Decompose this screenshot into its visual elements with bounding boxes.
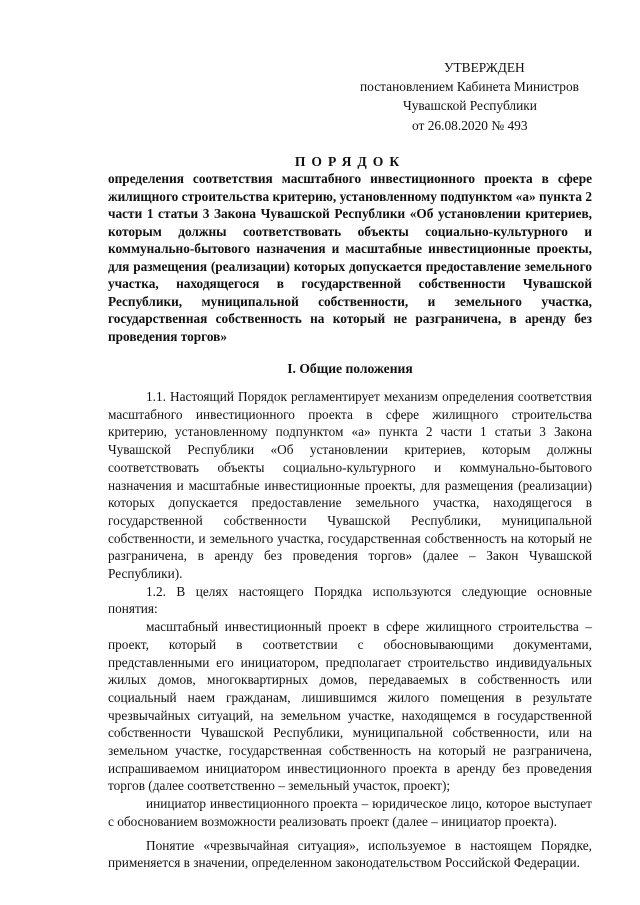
approval-date-number: от 26.08.2020 № 493 — [412, 117, 528, 133]
approval-stamp — [360, 58, 610, 135]
approval-heading: УТВЕРЖДЕН — [444, 60, 525, 75]
document-subtitle: определения соответствия масштабного инвестиционного проекта в сфере жилищного строительства критерию, установленному подпунктом «а» пункта 2 части 1 статьи 3 Закона Чувашской Республики «Об установлении критериев, которым должны соответствовать объекты социально-культурного и коммунально-бытового назначения и масштабные инвестиционные проекты, для размещения (реализации) которых допускается предоставление земельного участка, находящегося в государственной собственности Чувашской Республики, муниципальной собственности, и земельного участка, государственная собственность на который не разграничена, в аренду без проведения торгов» — [108, 171, 592, 344]
definition-emergency: Понятие «чрезвычайная ситуация», используемое в настоящем Порядке, применяется в значении, определенном законодательством Российской Федерации. — [108, 837, 592, 871]
approval-republic: Чувашской Республики — [403, 98, 537, 114]
definition-project: масштабный инвестиционный проект в сфере жилищного строительства – проект, который в соответствии с обосновывающими документами, представленными его инициатором, предполагает строительство индивидуальных жилых домов, многоквартирных домов, передаваемых в собственность или социальный наем гражданам, лишившимся жилого помещения в результате чрезвычайных ситуаций, на земельном участке, находящемся в государственной собственности Чувашской Республики, муниципальной собственности, или на земельном участке, государственная собственность на который не разграничена, испрашиваемом инициатором инвестиционного проекта в аренду без проведения торгов (далее соответственно – земельный участок, проект); — [108, 619, 592, 794]
definition-initiator: инициатор инвестиционного проекта – юридическое лицо, которое выступает с обоснованием возможности реализовать проект (далее – инициатор проекта). — [108, 796, 592, 829]
paragraph-1-2: 1.2. В целях настоящего Порядка используются следующие основные понятия: — [108, 583, 592, 617]
document-title: ПОРЯДОК — [294, 154, 406, 169]
approval-authority: постановлением Кабинета Министров — [360, 79, 579, 95]
section-body — [108, 388, 592, 872]
paragraph-1-1: 1.1. Настоящий Порядок регламентирует механизм определения соответствия масштабного инвестиционного проекта в сфере жилищного строительства критерию, установленному подпунктом «а» пункта 2 части 1 статьи 3 Закона Чувашской Республики «Об установлении критериев, которым должны соответствовать объекты социально-культурного и коммунально-бытового назначения и масштабные инвестиционные проекты, для размещения (реализации) которых допускается предоставление земельного участка, находящегося в государственной собственности Чувашской Республики, муниципальной собственности, и земельного участка, государственная собственность на который не разграничена, в аренду без проведения торгов» (далее – Закон Чувашской Республики). — [108, 389, 592, 582]
section-heading: I. Общие положения — [287, 361, 413, 376]
